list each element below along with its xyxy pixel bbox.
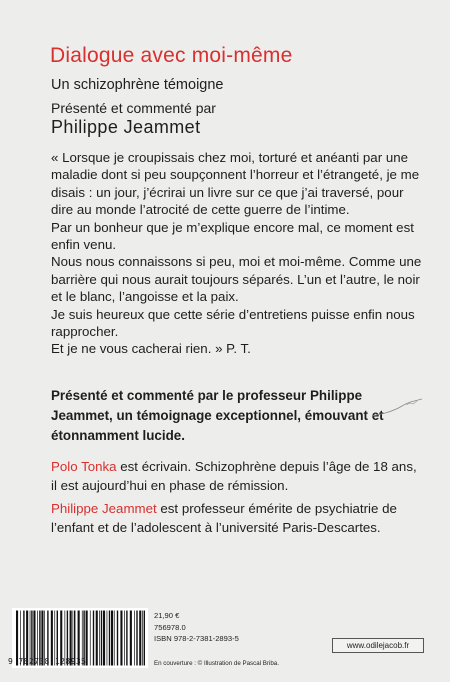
quote-paragraph: Par un bonheur que je m’explique encore mal, ce moment est enfin venu. xyxy=(51,219,414,253)
price: 21,90 € xyxy=(154,611,180,620)
quote-paragraph: « Lorsque je croupissais chez moi, torturé et anéanti par une maladie dont si peu soupçonnent l’horreur et l’étrangeté, je me disais : un jour, j’écrirai un livre sur ce que j’ai traversé, pour dire au monde l’atrocité de cette guerre de l’intime. xyxy=(51,150,420,218)
cover-credit: En couverture : © Illustration de Pascal Briba. xyxy=(154,660,279,667)
blurb-text: Présenté et commenté par le professeur Philippe Jeammet, un témoignage exceptionnel, émouvant et étonnamment lucide. xyxy=(51,388,384,443)
product-code: 756978.0 xyxy=(154,622,186,632)
quote-block xyxy=(51,149,423,358)
quote-paragraph: Je suis heureux que cette série d’entretiens puisse enfin nous rapprocher. xyxy=(51,306,415,340)
bio-text-polo: est écrivain. Schizophrène depuis l’âge de 18 ans, il est aujourd’hui en phase de rémission. xyxy=(51,459,417,493)
price-block xyxy=(154,610,239,645)
quote-paragraph: Et je ne vous cacherai rien. » P. T. xyxy=(51,341,251,357)
bio-name-polo: Polo Tonka xyxy=(51,459,117,474)
barcode-digits: 9 782738 128935 xyxy=(8,657,87,666)
book-title: Dialogue avec moi-même xyxy=(50,44,293,67)
presented-by-line: Présenté et commenté par xyxy=(51,100,216,116)
blurb-block xyxy=(51,386,423,446)
quote-paragraph: Nous nous connaissons si peu, moi et moi-même. Comme une barrière qui nous aurait toujours séparés. L’un et l’autre, le noir et le blanc, l’angoisse et la paix. xyxy=(51,254,422,305)
isbn: ISBN 978-2-7381-2893-5 xyxy=(154,634,239,644)
bio-polo-tonka xyxy=(51,457,423,495)
publisher-url: www.odilejacob.fr xyxy=(332,638,424,653)
bio-name-philippe: Philippe Jeammet xyxy=(51,501,157,516)
bio-philippe-jeammet xyxy=(51,499,423,537)
book-subtitle: Un schizophrène témoigne xyxy=(51,77,224,93)
scribble-mark xyxy=(370,392,430,422)
bio-text-philippe: est professeur émérite de psychiatrie de l’enfant et de l’adolescent à l’université Paris-Descartes. xyxy=(51,501,397,535)
author-name: Philippe Jeammet xyxy=(51,117,201,137)
